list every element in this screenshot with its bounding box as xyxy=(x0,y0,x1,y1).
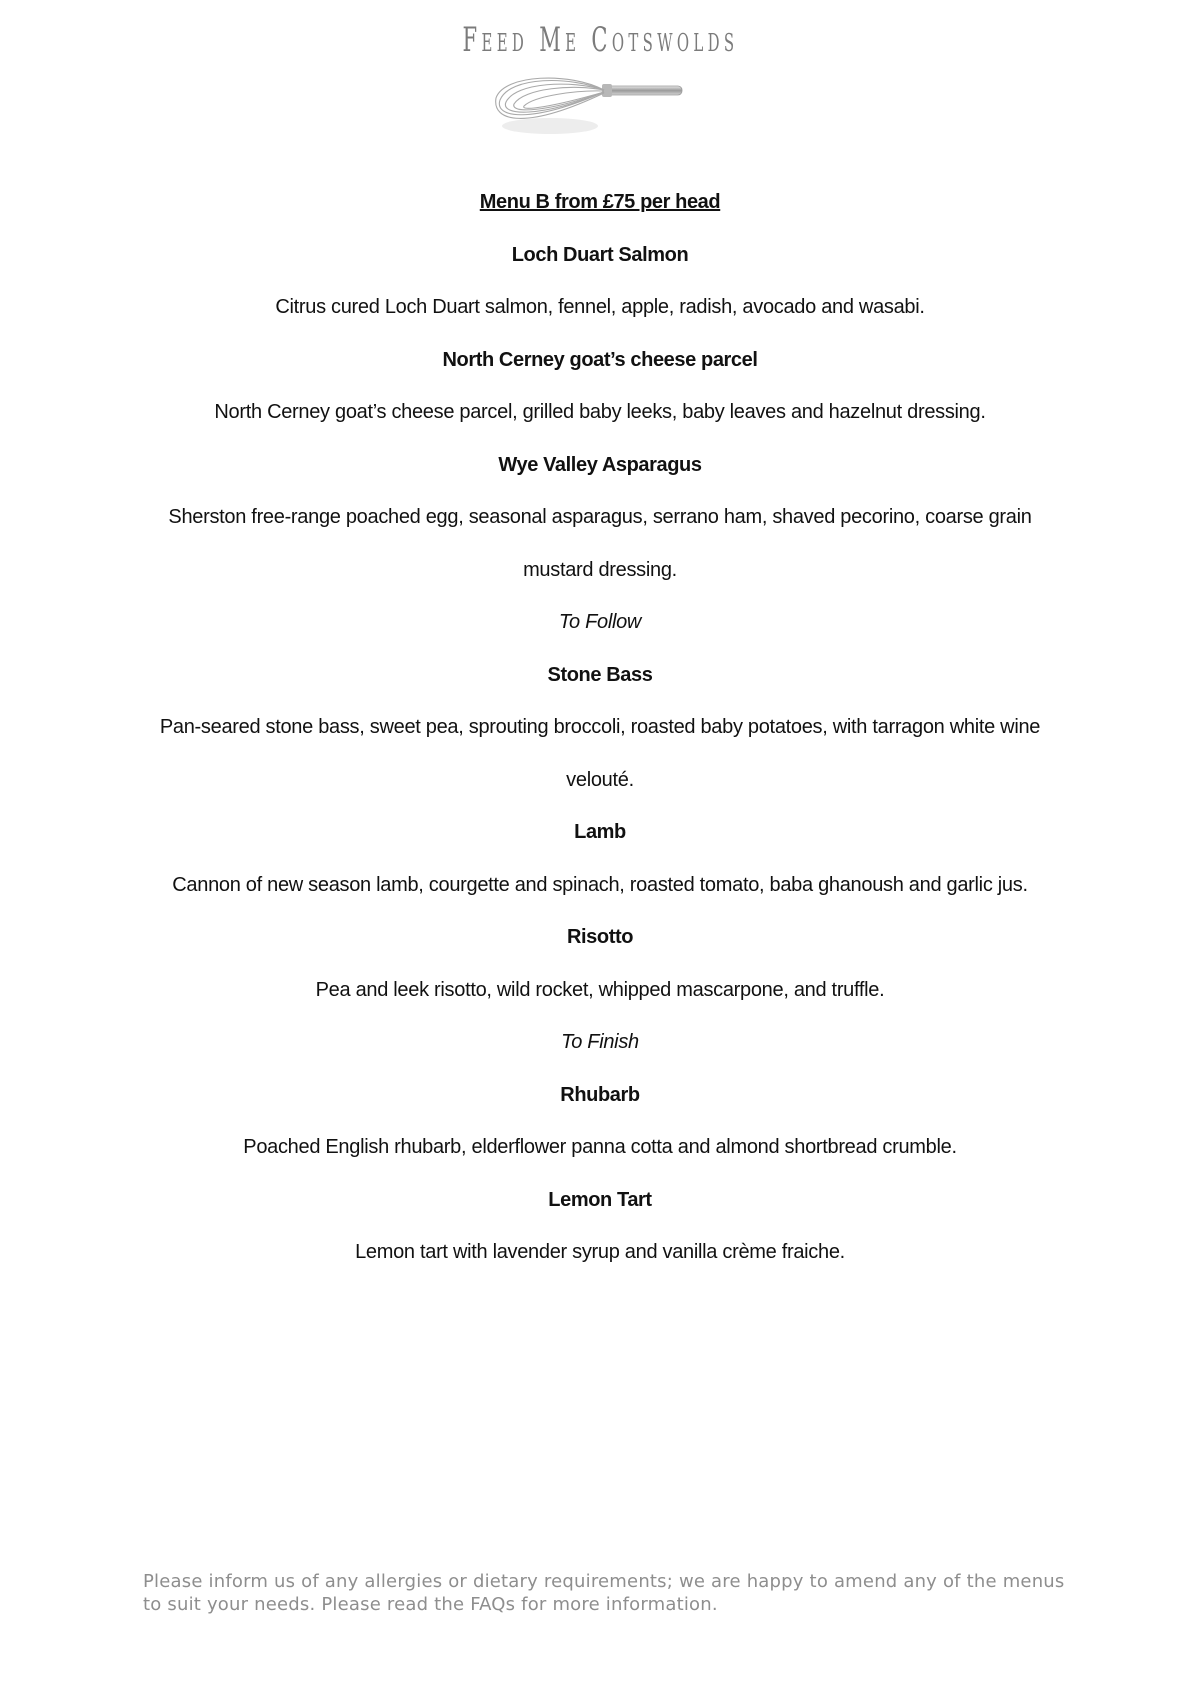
dish-name: Rhubarb xyxy=(560,1083,640,1106)
dish-description: Poached English rhubarb, elderflower panna cotta and almond shortbread crumble. xyxy=(243,1136,957,1158)
dish-description: Citrus cured Loch Duart salmon, fennel, apple, radish, avocado and wasabi. xyxy=(275,296,925,318)
dish-name: Loch Duart Salmon xyxy=(511,243,689,266)
dish-description-continued: velouté. xyxy=(566,768,634,791)
brand-header xyxy=(0,20,1200,60)
dish-name: Risotto xyxy=(566,926,634,948)
dish-description: Pea and leek risotto, wild rocket, whipped mascarpone, and truffle. xyxy=(315,978,885,1001)
whisk-icon xyxy=(490,74,690,142)
menu-body xyxy=(140,189,1060,1292)
dish-name: Stone Bass xyxy=(547,663,653,686)
dish-name: Wye Valley Asparagus xyxy=(498,453,702,476)
allergy-notice xyxy=(143,1570,1083,1616)
menu-title: Menu B from £75 per head xyxy=(479,191,721,213)
dish-description: Cannon of new season lamb, courgette and spinach, roasted tomato, baba ghanoush and garlic jus. xyxy=(172,873,1028,896)
allergy-notice-line: Please inform us of any allergies or dietary requirements; we are happy to amend any of the menus xyxy=(143,1571,1065,1592)
allergy-notice-line: to suit your needs. Please read the FAQs for more information. xyxy=(143,1594,718,1615)
dish-description-continued: mustard dressing. xyxy=(523,558,677,581)
dish-description: North Cerney goat’s cheese parcel, grilled baby leeks, baby leaves and hazelnut dressing. xyxy=(214,401,986,423)
dish-description: Lemon tart with lavender syrup and vanilla crème fraiche. xyxy=(355,1241,845,1263)
section-heading: To Finish xyxy=(561,1031,639,1053)
brand-name: Feed Me Cotswolds xyxy=(462,20,738,60)
dish-name: Lemon Tart xyxy=(548,1188,652,1211)
dish-description: Sherston free-range poached egg, seasonal asparagus, serrano ham, shaved pecorino, coarse grain xyxy=(168,506,1032,528)
dish-name: North Cerney goat’s cheese parcel xyxy=(442,348,758,371)
dish-name: Lamb xyxy=(574,821,626,843)
section-heading: To Follow xyxy=(558,611,642,633)
dish-description: Pan-seared stone bass, sweet pea, sprouting broccoli, roasted baby potatoes, with tarragon white wine xyxy=(159,716,1041,738)
